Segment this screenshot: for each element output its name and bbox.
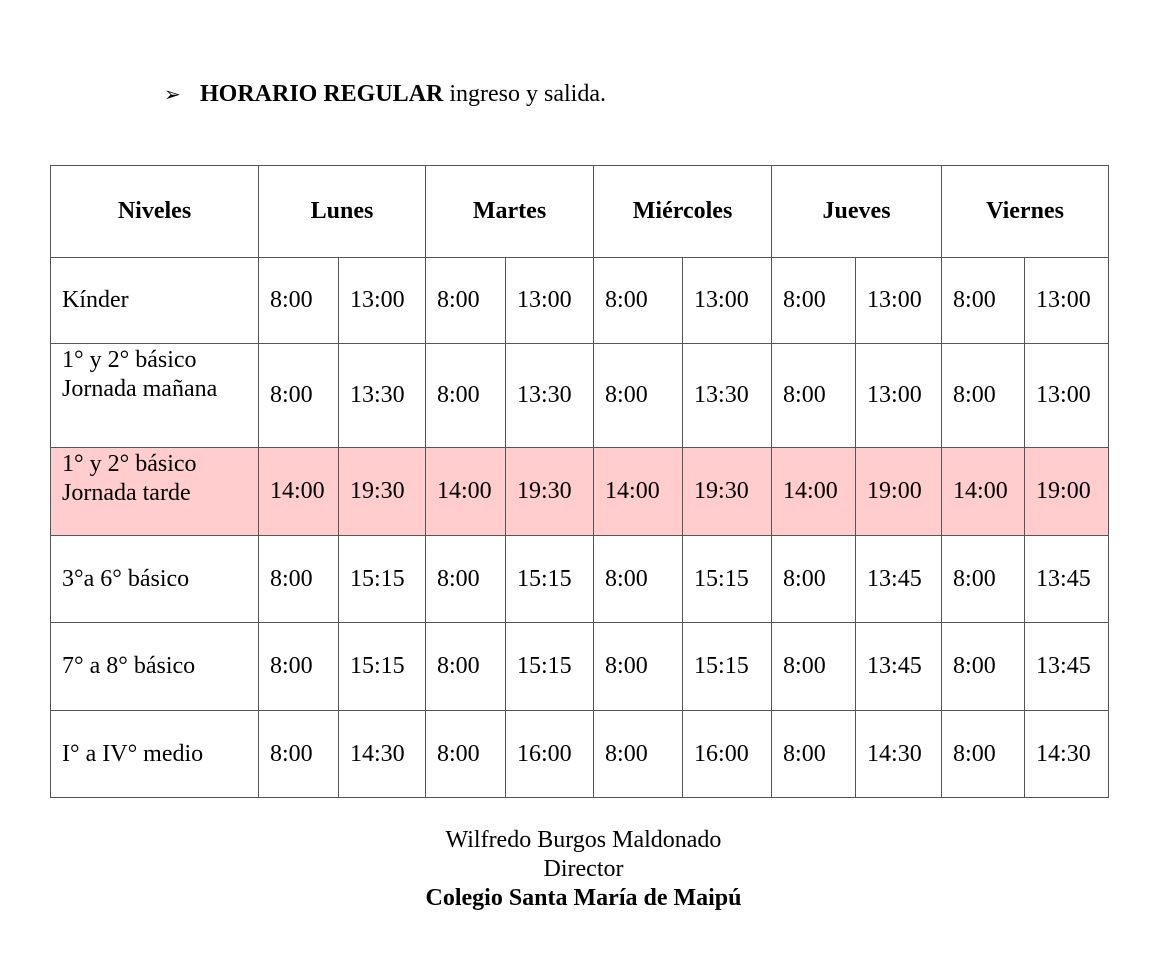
time-cell: 16:00 bbox=[683, 711, 772, 798]
header-niveles: Niveles bbox=[51, 166, 259, 258]
time-cell: 13:00 bbox=[506, 258, 594, 344]
header-lunes: Lunes bbox=[259, 166, 426, 258]
time-cell: 15:15 bbox=[506, 623, 594, 711]
level-cell: I° a IV° medio bbox=[51, 711, 259, 798]
time-cell: 14:00 bbox=[772, 448, 856, 536]
time-cell: 13:00 bbox=[683, 258, 772, 344]
time-cell: 16:00 bbox=[506, 711, 594, 798]
table-row-highlighted bbox=[51, 448, 1109, 536]
header-jueves: Jueves bbox=[772, 166, 942, 258]
time-cell: 8:00 bbox=[942, 536, 1025, 623]
time-cell: 19:30 bbox=[339, 448, 426, 536]
time-cell: 13:00 bbox=[856, 344, 942, 448]
time-cell: 13:00 bbox=[1025, 258, 1109, 344]
time-cell: 8:00 bbox=[772, 623, 856, 711]
time-cell: 8:00 bbox=[772, 711, 856, 798]
table-row bbox=[51, 623, 1109, 711]
time-cell: 8:00 bbox=[594, 536, 683, 623]
time-cell: 8:00 bbox=[259, 536, 339, 623]
time-cell: 15:15 bbox=[339, 623, 426, 711]
time-cell: 8:00 bbox=[772, 258, 856, 344]
time-cell: 8:00 bbox=[594, 711, 683, 798]
time-cell: 19:30 bbox=[506, 448, 594, 536]
time-cell: 8:00 bbox=[942, 623, 1025, 711]
table-row bbox=[51, 536, 1109, 623]
time-cell: 8:00 bbox=[426, 711, 506, 798]
table-row bbox=[51, 258, 1109, 344]
header-viernes: Viernes bbox=[942, 166, 1109, 258]
time-cell: 19:00 bbox=[1025, 448, 1109, 536]
time-cell: 8:00 bbox=[426, 536, 506, 623]
signature-school: Colegio Santa María de Maipú bbox=[425, 885, 742, 911]
time-cell: 8:00 bbox=[259, 711, 339, 798]
time-cell: 8:00 bbox=[426, 344, 506, 448]
heading-rest-text: ingreso y salida. bbox=[443, 81, 606, 107]
time-cell: 14:30 bbox=[1025, 711, 1109, 798]
time-cell: 13:00 bbox=[1025, 344, 1109, 448]
header-martes: Martes bbox=[426, 166, 594, 258]
time-cell: 13:45 bbox=[1025, 536, 1109, 623]
time-cell: 8:00 bbox=[426, 258, 506, 344]
time-cell: 8:00 bbox=[594, 258, 683, 344]
time-cell: 8:00 bbox=[942, 711, 1025, 798]
time-cell: 8:00 bbox=[942, 344, 1025, 448]
time-cell: 15:15 bbox=[683, 623, 772, 711]
level-cell: 1° y 2° básico Jornada tarde bbox=[51, 448, 259, 536]
time-cell: 13:45 bbox=[856, 536, 942, 623]
time-cell: 8:00 bbox=[426, 623, 506, 711]
header-miercoles: Miércoles bbox=[594, 166, 772, 258]
time-cell: 8:00 bbox=[594, 623, 683, 711]
time-cell: 14:30 bbox=[339, 711, 426, 798]
time-cell: 19:00 bbox=[856, 448, 942, 536]
time-cell: 15:15 bbox=[339, 536, 426, 623]
time-cell: 8:00 bbox=[259, 344, 339, 448]
signature-name: Wilfredo Burgos Maldonado bbox=[445, 827, 722, 853]
level-cell: 3°a 6° básico bbox=[51, 536, 259, 623]
time-cell: 14:00 bbox=[259, 448, 339, 536]
level-cell: 7° a 8° básico bbox=[51, 623, 259, 711]
table-row bbox=[51, 344, 1109, 448]
time-cell: 13:30 bbox=[683, 344, 772, 448]
signature-block bbox=[0, 826, 1167, 913]
heading-bold-text: HORARIO REGULAR bbox=[200, 81, 444, 107]
time-cell: 14:00 bbox=[426, 448, 506, 536]
level-cell: 1° y 2° básico Jornada mañana bbox=[51, 344, 259, 448]
time-cell: 14:00 bbox=[942, 448, 1025, 536]
schedule-table bbox=[50, 165, 1109, 798]
time-cell: 8:00 bbox=[259, 623, 339, 711]
time-cell: 15:15 bbox=[506, 536, 594, 623]
time-cell: 8:00 bbox=[772, 536, 856, 623]
time-cell: 13:45 bbox=[1025, 623, 1109, 711]
time-cell: 14:00 bbox=[594, 448, 683, 536]
time-cell: 15:15 bbox=[683, 536, 772, 623]
time-cell: 13:00 bbox=[339, 258, 426, 344]
time-cell: 8:00 bbox=[772, 344, 856, 448]
signature-role: Director bbox=[543, 856, 624, 882]
time-cell: 19:30 bbox=[683, 448, 772, 536]
level-cell: Kínder bbox=[51, 258, 259, 344]
time-cell: 8:00 bbox=[594, 344, 683, 448]
time-cell: 13:30 bbox=[506, 344, 594, 448]
table-row bbox=[51, 711, 1109, 798]
time-cell: 8:00 bbox=[259, 258, 339, 344]
time-cell: 8:00 bbox=[942, 258, 1025, 344]
time-cell: 13:45 bbox=[856, 623, 942, 711]
time-cell: 14:30 bbox=[856, 711, 942, 798]
section-heading bbox=[164, 80, 606, 109]
time-cell: 13:30 bbox=[339, 344, 426, 448]
arrow-bullet-icon: ➢ bbox=[164, 84, 181, 106]
header-row bbox=[51, 166, 1109, 258]
time-cell: 13:00 bbox=[856, 258, 942, 344]
